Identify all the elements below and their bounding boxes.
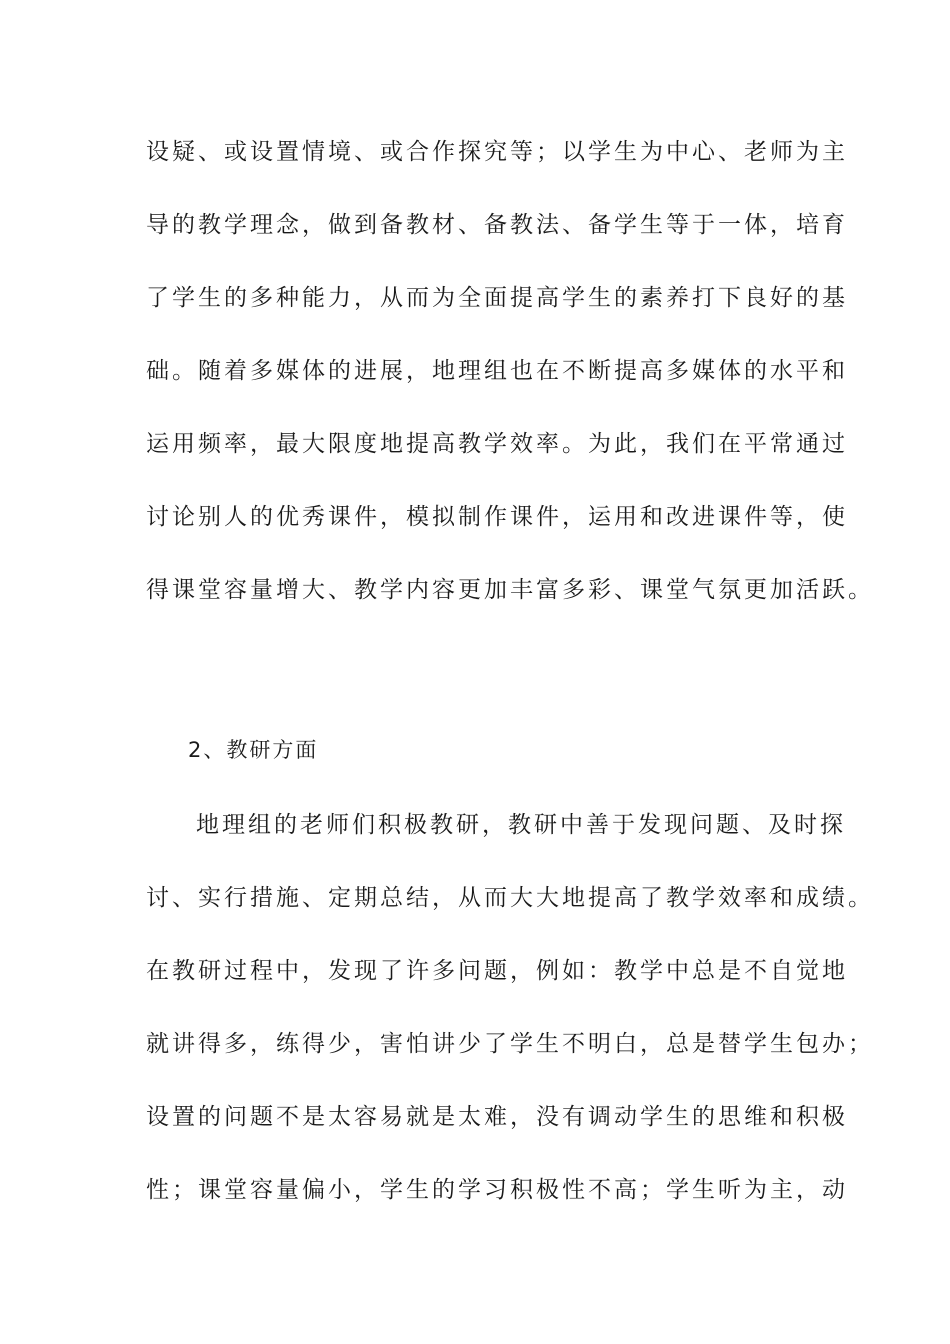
paragraph-line: 运用频率，最大限度地提高教学效率。为此，我们在平常通过 [146,431,848,457]
paragraph-line: 础。随着多媒体的进展，地理组也在不断提高多媒体的水平和 [146,358,848,384]
paragraph-line: 就讲得多，练得少，害怕讲少了学生不明白，总是替学生包办； [146,1031,874,1057]
paragraph-line: 性；课堂容量偏小，学生的学习积极性不高；学生听为主，动 [146,1177,848,1203]
section-heading: 2、教研方面 [188,738,319,762]
paragraph-line: 导的教学理念，做到备教材、备教法、备学生等于一体，培育 [146,212,848,238]
paragraph-line: 地理组的老师们积极教研，教研中善于发现问题、及时探 [196,812,846,838]
paragraph-line: 了学生的多种能力，从而为全面提高学生的素养打下良好的基 [146,285,848,311]
paragraph-line: 得课堂容量增大、教学内容更加丰富多彩、课堂气氛更加活跃。 [146,577,874,603]
paragraph-line: 设置的问题不是太容易就是太难，没有调动学生的思维和积极 [146,1104,848,1130]
paragraph-line: 设疑、或设置情境、或合作探究等；以学生为中心、老师为主 [146,139,848,165]
paragraph-line: 讨、实行措施、定期总结，从而大大地提高了教学效率和成绩。 [146,885,874,911]
paragraph-line: 在教研过程中，发现了许多问题，例如：教学中总是不自觉地 [146,958,848,984]
paragraph-line: 讨论别人的优秀课件，模拟制作课件，运用和改进课件等，使 [146,504,848,530]
